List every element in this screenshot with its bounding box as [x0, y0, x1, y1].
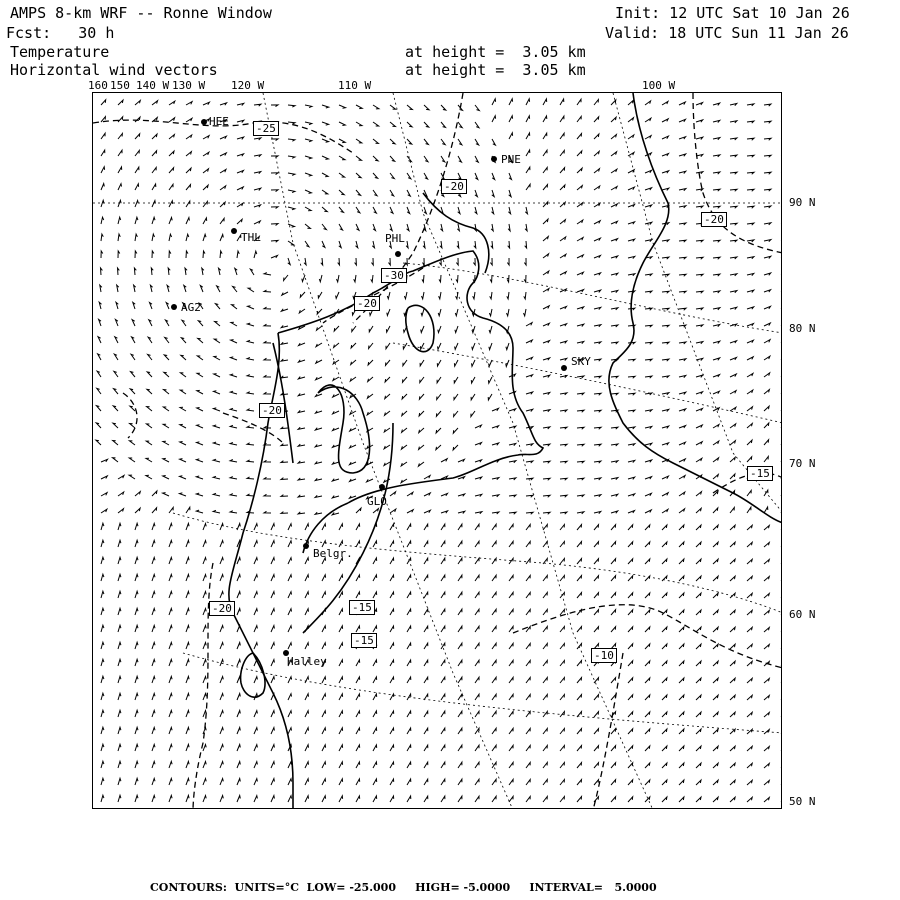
wind-vectors [96, 99, 782, 802]
lat-label-90n: 90 N [789, 196, 816, 209]
contour-label: -20 [354, 296, 380, 311]
contour-label: -10 [591, 648, 617, 663]
station-sky: SKY [571, 355, 591, 368]
contour-label: -20 [259, 403, 285, 418]
station-hee: HEE [209, 115, 229, 128]
height-temperature: at height = 3.05 km [405, 43, 586, 61]
station-phl-marker [395, 251, 401, 257]
station-thl: THL [241, 231, 261, 244]
contour-label: -20 [209, 601, 235, 616]
graticule [93, 93, 782, 809]
station-sky-marker [561, 365, 567, 371]
station-pne-marker [491, 156, 497, 162]
station-belgr: Belgr. [313, 547, 353, 560]
lat-label-60n: 60 N [789, 608, 816, 621]
lon-label-100w: 100 W [642, 79, 676, 92]
lat-label-50n: 50 N [789, 795, 816, 808]
contour-label: -20 [441, 179, 467, 194]
field-temperature: Temperature [10, 43, 110, 61]
coastlines [229, 93, 782, 809]
lon-label-120w: 120 W [231, 79, 265, 92]
station-thl-marker [231, 228, 237, 234]
height-wind: at height = 3.05 km [405, 61, 586, 79]
contour-label: -20 [701, 212, 727, 227]
lon-label-110w: 110 W [338, 79, 372, 92]
lon-label-130w: 130 W [172, 79, 206, 92]
map-title: AMPS 8-km WRF -- Ronne Window [10, 4, 272, 22]
station-halley: Halley [287, 655, 327, 668]
lon-label-160: 160 [88, 79, 108, 92]
contour-label: -30 [381, 268, 407, 283]
map-canvas [93, 93, 782, 809]
contour-label: -25 [253, 121, 279, 136]
valid-time: Valid: 18 UTC Sun 11 Jan 26 [605, 24, 849, 42]
station-glo-marker [379, 484, 385, 490]
map-panel [92, 92, 782, 809]
contour-label: -15 [747, 466, 773, 481]
lat-label-70n: 70 N [789, 457, 816, 470]
field-wind: Horizontal wind vectors [10, 61, 218, 79]
station-glo: GLO [367, 495, 387, 508]
contour-label: -15 [351, 633, 377, 648]
lat-label-80n: 80 N [789, 322, 816, 335]
temperature-contours [93, 93, 782, 809]
contour-label: -15 [349, 600, 375, 615]
station-belgr-marker [303, 543, 309, 549]
forecast-hour: Fcst: 30 h [6, 24, 115, 42]
station-hee-marker [201, 119, 207, 125]
station-phl: PHL [385, 232, 405, 245]
contour-legend: CONTOURS: UNITS=°C LOW= -25.000 HIGH= -5.0000 INTERVAL= 5.0000 [150, 881, 657, 894]
station-ag2-marker [171, 304, 177, 310]
lon-label-150: 150 [110, 79, 130, 92]
lon-label-140w: 140 W [136, 79, 170, 92]
station-pne: PNE [501, 153, 521, 166]
station-ag2: AG2 [181, 301, 201, 314]
init-time: Init: 12 UTC Sat 10 Jan 26 [615, 4, 850, 22]
